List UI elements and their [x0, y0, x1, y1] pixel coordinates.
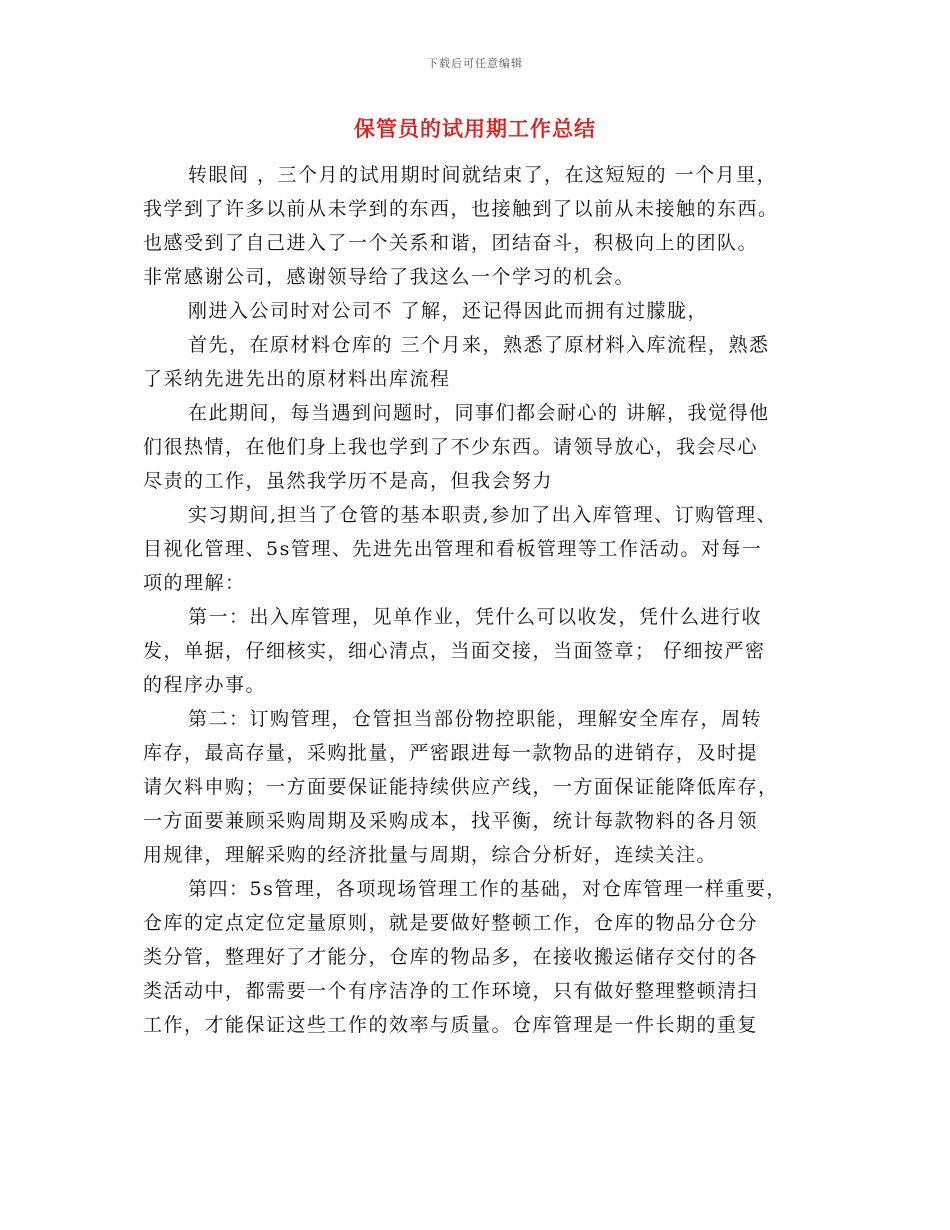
body-line: 目视化管理、5s管理、先进先出管理和看板管理等工作活动。对每一: [143, 538, 763, 560]
body-line: 首先，在原材料仓库的 三个月来，熟悉了原材料入库流程，熟悉: [188, 334, 770, 356]
header-note: 下载后可任意编辑: [427, 57, 523, 70]
body-line: 用规律，理解采购的经济批量与周期，综合分析好，连续关注。: [143, 844, 718, 866]
document-body: [143, 158, 823, 1042]
body-line: 第二：订购管理，仓管担当部份物控职能，理解安全库存，周转: [188, 708, 763, 730]
body-line: 在此期间，每当遇到问题时，同事们都会耐心的 讲解，我觉得他: [188, 402, 770, 424]
body-line: 们很热情，在他们身上我也学到了不少东西。请领导放心，我会尽心: [143, 436, 759, 458]
body-line: 尽责的工作，虽然我学历不是高，但我会努力: [143, 470, 554, 492]
body-line: 实习期间,担当了仓管的基本职责,参加了出入库管理、订购管理、: [188, 504, 778, 526]
body-line: 也感受到了自己进入了一个关系和谐，团结奋斗，积极向上的团队。: [143, 232, 759, 254]
body-line: 请欠料申购；一方面要保证能持续供应产线，一方面保证能降低库存，: [143, 776, 779, 798]
body-line: 非常感谢公司，感谢领导给了我这么一个学习的机会。: [143, 266, 636, 288]
body-line: 转眼间 ，三个月的试用期时间就结束了，在这短短的 一个月里，: [188, 164, 778, 186]
body-line: 库存，最高存量，采购批量，严密跟进每一款物品的进销存，及时提: [143, 742, 759, 764]
body-line: 项的理解：: [143, 572, 246, 594]
body-line: 第四：5s管理，各项现场管理工作的基础，对仓库管理一样重要，: [188, 878, 787, 900]
body-line: 发，单据，仔细核实，细心清点，当面交接，当面签章； 仔细按严密: [143, 640, 766, 662]
body-line: 类活动中，都需要一个有序洁净的工作环境，只有做好整理整顿清扫: [143, 980, 759, 1002]
body-line: 第一：出入库管理，见单作业，凭什么可以收发，凭什么进行收: [188, 606, 763, 628]
body-line: 刚进入公司时对公司不 了解，还记得因此而拥有过朦胧，: [188, 300, 709, 322]
document-title: 保管员的试用期工作总结: [354, 117, 596, 141]
body-line: 仓库的定点定位定量原则，就是要做好整顿工作，仓库的物品分仓分: [143, 912, 759, 934]
body-line: 工作，才能保证这些工作的效率与质量。仓库管理是一件长期的重复: [143, 1014, 759, 1036]
body-line: 一方面要兼顾采购周期及采购成本，找平衡，统计每款物料的各月领: [143, 810, 759, 832]
body-line: 我学到了许多以前从未学到的东西，也接触到了以前从未接触的东西。: [143, 198, 779, 220]
body-line: 类分管，整理好了才能分，仓库的物品多，在接收搬运储存交付的各: [143, 946, 759, 968]
body-line: 的程序办事。: [143, 674, 267, 696]
body-line: 了采纳先进先出的原材料出库流程: [143, 368, 451, 390]
